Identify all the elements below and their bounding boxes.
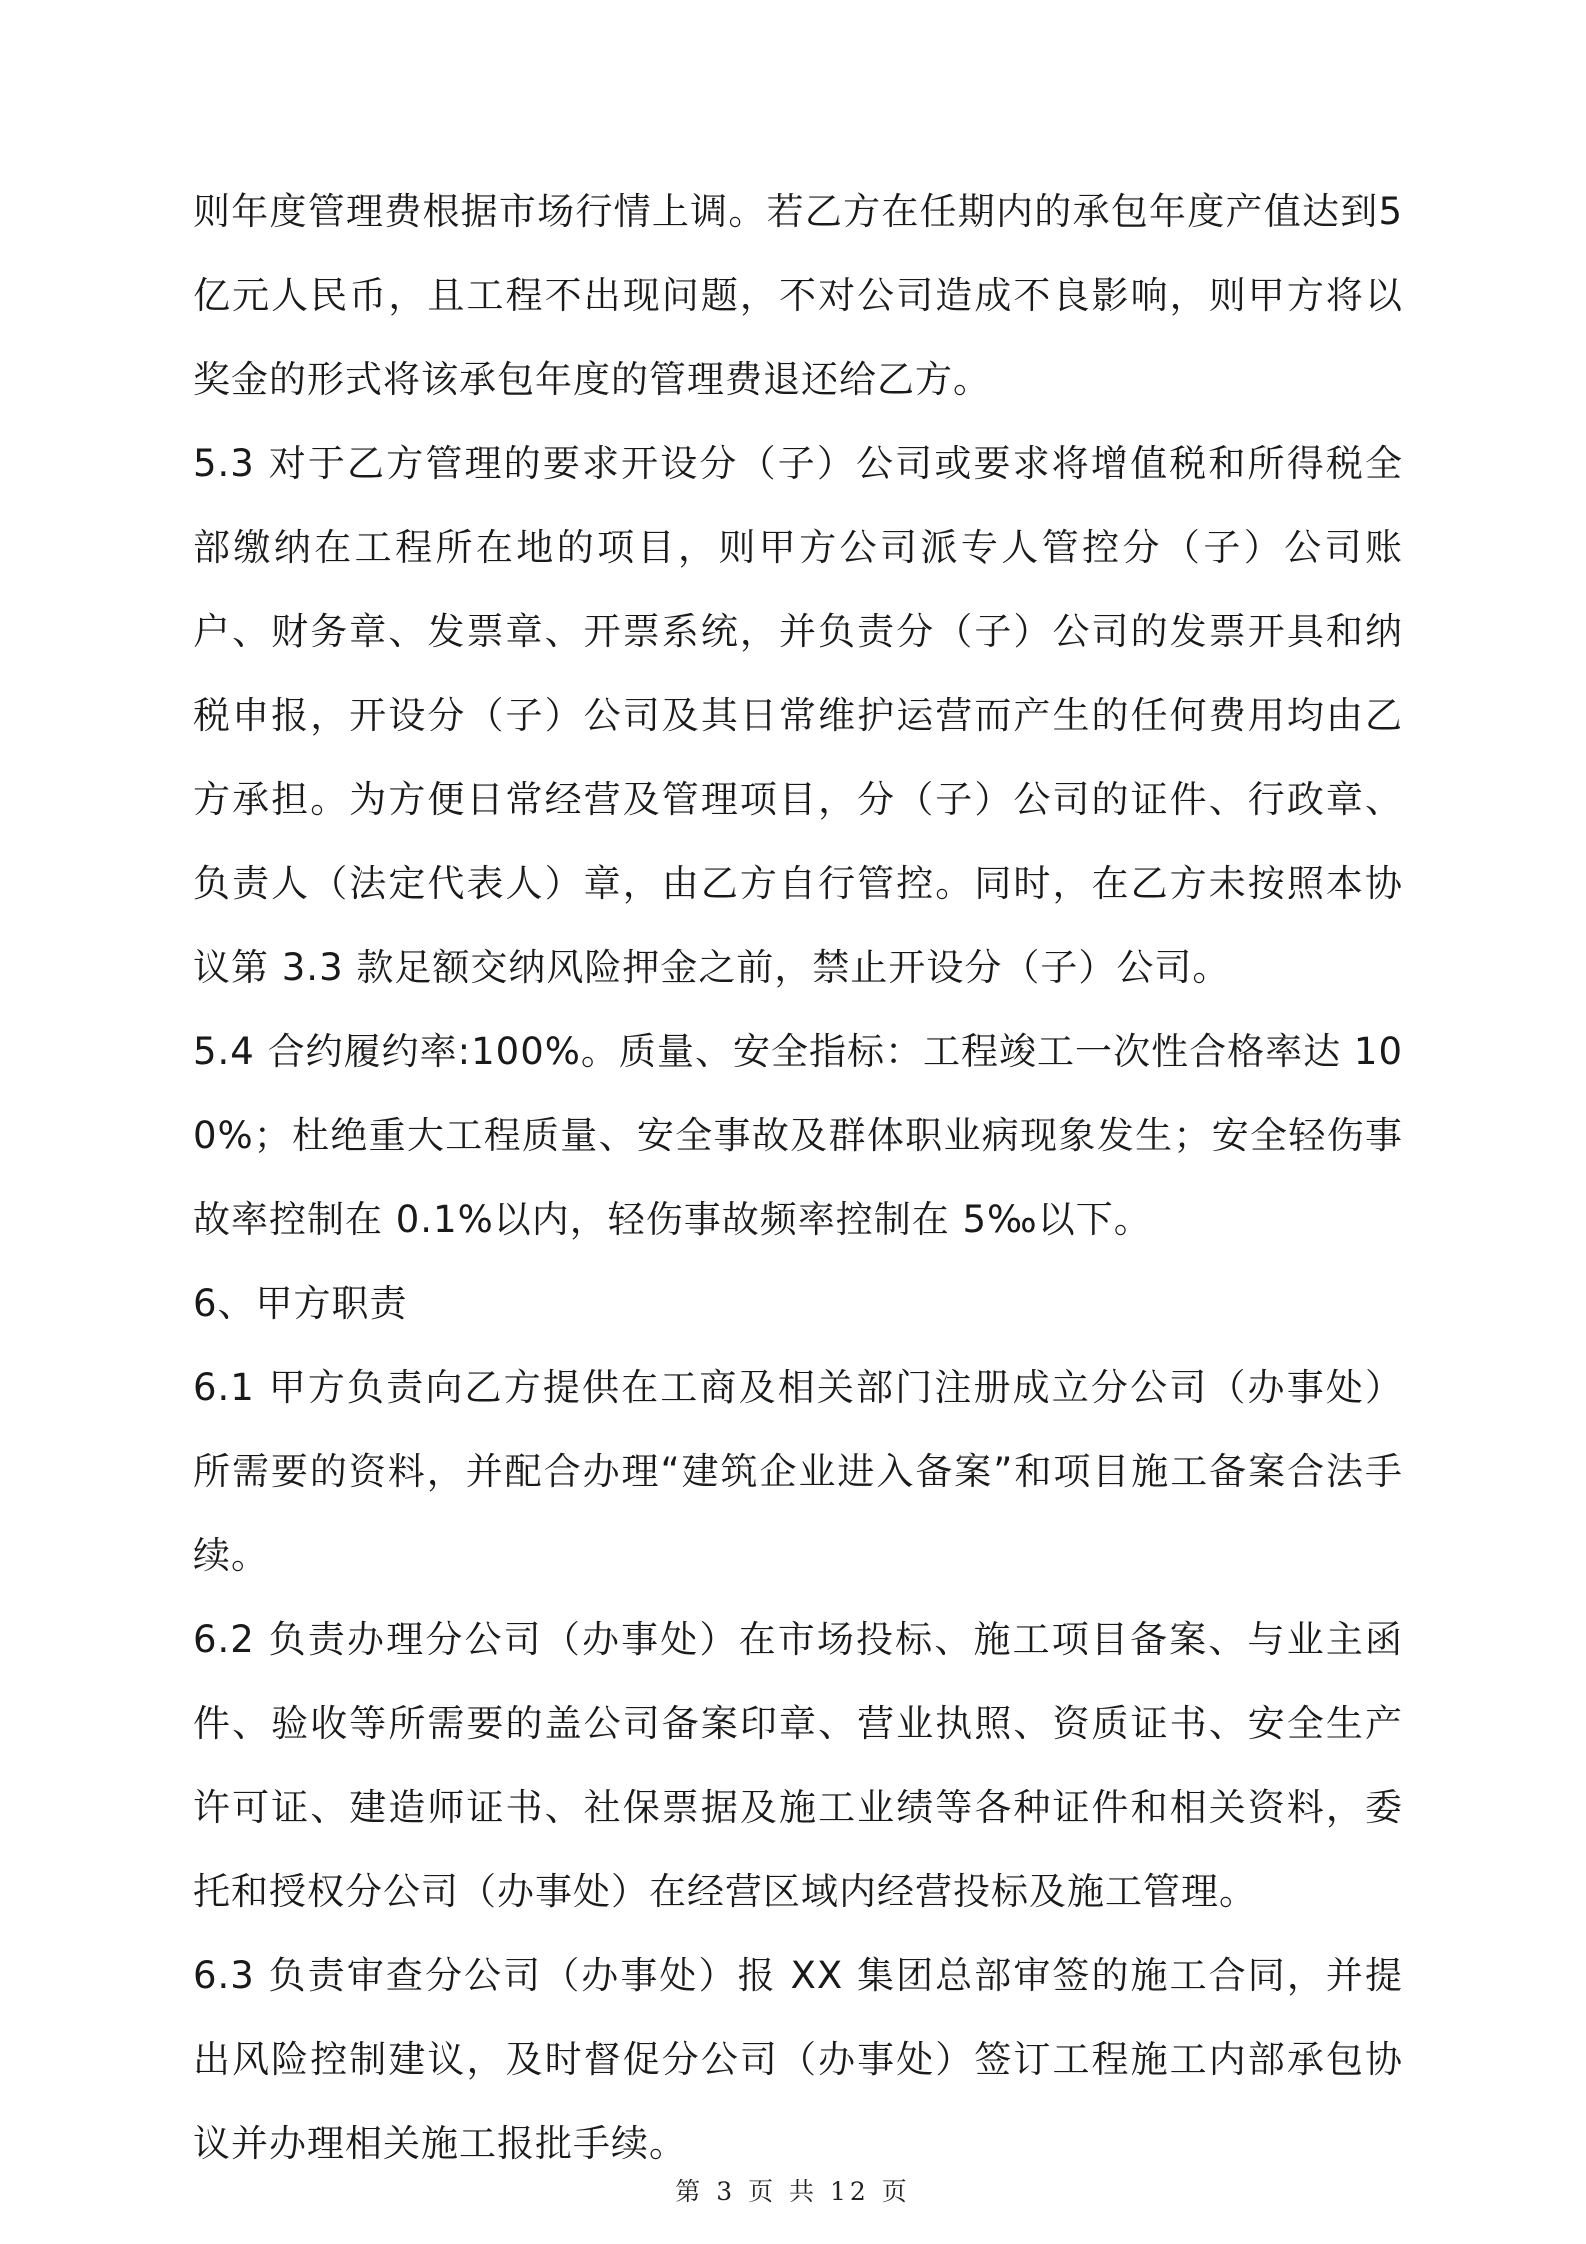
document-body [193,170,1403,2186]
paragraph-6-3: 6.3 负责审查分公司（办事处）报 XX 集团总部审签的施工合同，并提出风险控制建议，及时督促分公司（办事处）签订工程施工内部承包协议并办理相关施工报批手续。 [193,1954,1403,2165]
paragraph-6-1: 6.1 甲方负责向乙方提供在工商及相关部门注册成立分公司（办事处）所需要的资料，并配合办理“建筑企业进入备案”和项目施工备案合法手续。 [193,1366,1403,1577]
section-heading-6: 6、甲方职责 [193,1282,408,1325]
paragraph-5-4: 5.4 合约履约率:100%。质量、安全指标：工程竣工一次性合格率达 100%；杜绝重大工程质量、安全事故及群体职业病现象发生；安全轻伤事故率控制在 0.1%以内，轻伤事故频率控制在 5‰以下。 [193,1030,1403,1241]
paragraph-5-3: 5.3 对于乙方管理的要求开设分（子）公司或要求将增值税和所得税全部缴纳在工程所在地的项目，则甲方公司派专人管控分（子）公司账户、财务章、发票章、开票系统，并负责分（子）公司的发票开具和纳税申报，开设分（子）公司及其日常维护运营而产生的任何费用均由乙方承担。为方便日常经营及管理项目，分（子）公司的证件、行政章、负责人（法定代表人）章，由乙方自行管控。同时，在乙方未按照本协议第 3.3 款足额交纳风险押金之前，禁止开设分（子）公司。 [193,442,1403,989]
page-number-footer: 第 3 页 共 12 页 [675,2177,911,2206]
paragraph-6-2: 6.2 负责办理分公司（办事处）在市场投标、施工项目备案、与业主函件、验收等所需要的盖公司备案印章、营业执照、资质证书、安全生产许可证、建造师证书、社保票据及施工业绩等各种证件和相关资料，委托和授权分公司（办事处）在经营区域内经营投标及施工管理。 [193,1618,1403,1913]
paragraph-management-fee: 则年度管理费根据市场行情上调。若乙方在任期内的承包年度产值达到5亿元人民币，且工程不出现问题，不对公司造成不良影响，则甲方将以奖金的形式将该承包年度的管理费退还给乙方。 [193,190,1403,401]
